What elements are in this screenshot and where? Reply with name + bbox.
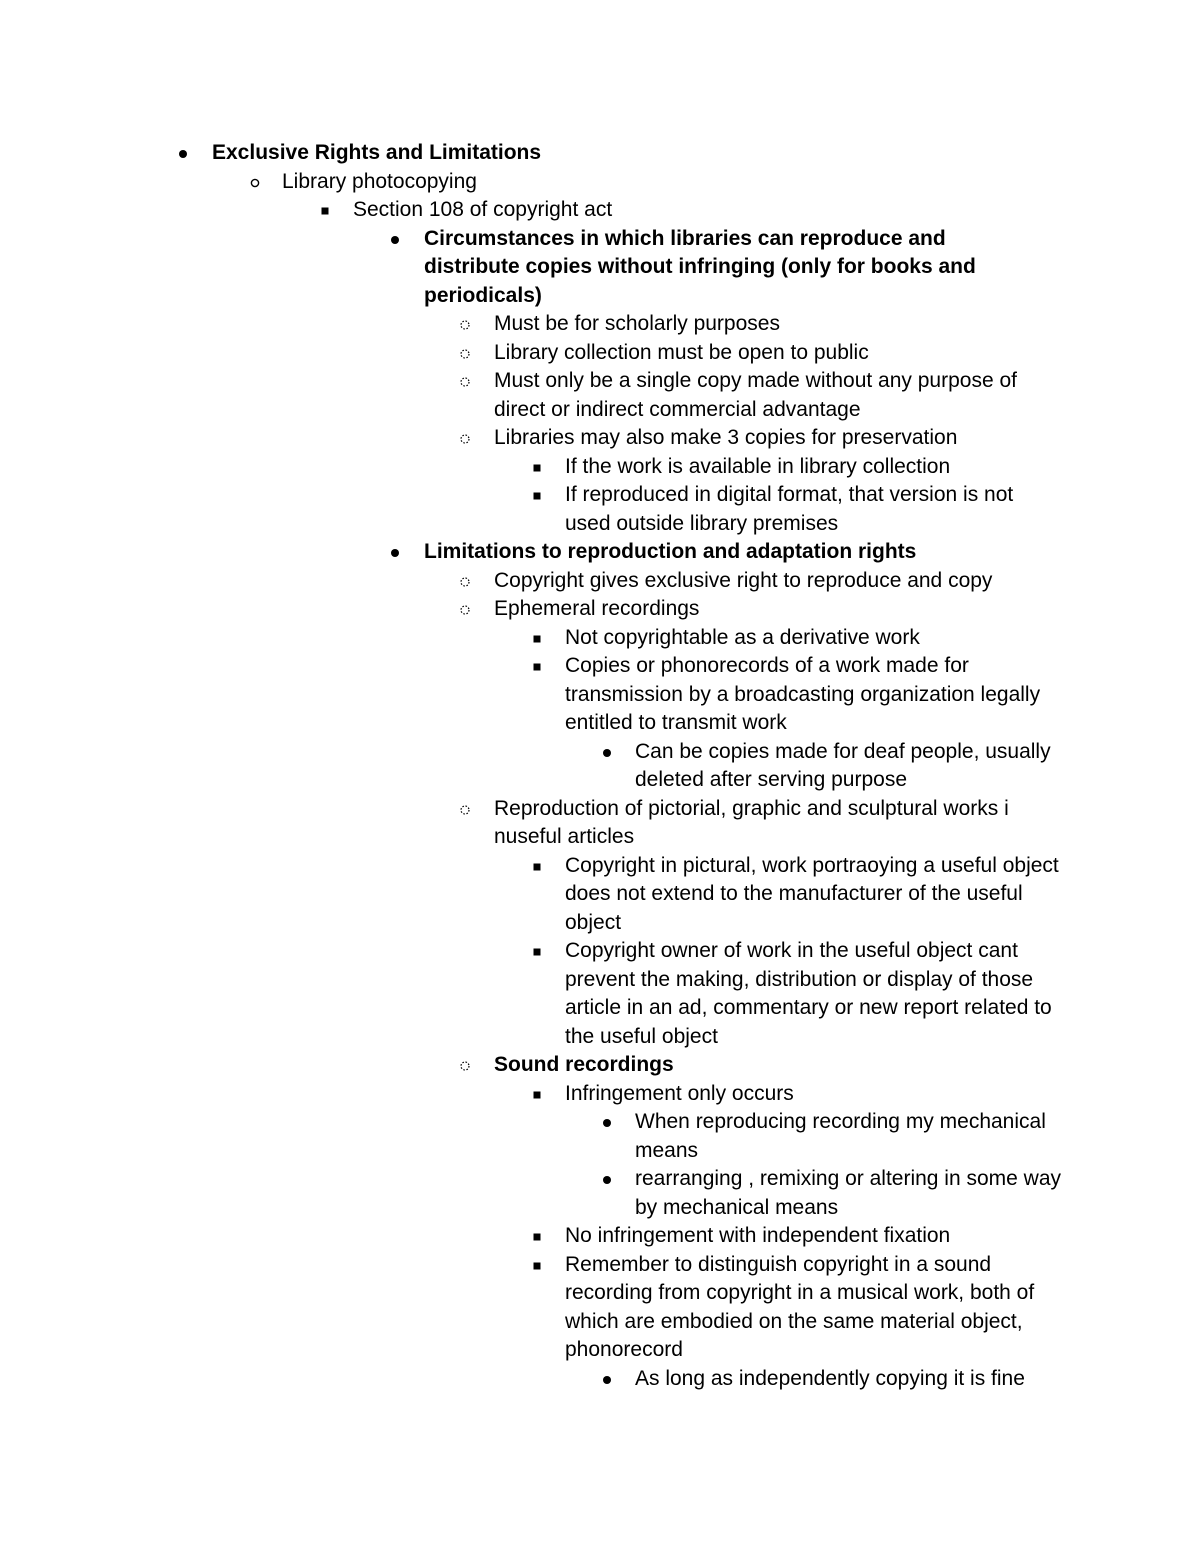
dotted-circle-bullet-icon: [454, 567, 476, 588]
outline-item: [0, 937, 1060, 1051]
outline-item: [0, 1051, 1060, 1080]
outline-item: [0, 1222, 1060, 1251]
dotted-circle-bullet-icon: [454, 795, 476, 816]
filled-circle-bullet-icon: [172, 139, 194, 159]
outline-item-text: Must be for scholarly purposes: [494, 312, 780, 335]
square-bullet-icon: [526, 852, 548, 872]
outline-item-text: When reproducing recording my mechanical means: [635, 1110, 1046, 1162]
outline-item-text: Can be copies made for deaf people, usually deleted after serving purpose: [635, 739, 1051, 791]
outline-item: [0, 367, 1060, 424]
filled-circle-bullet-icon: [596, 738, 618, 758]
outline-item-text: Copyright gives exclusive right to reproduce and copy: [494, 568, 993, 592]
outline-item-text: Circumstances in which libraries can reproduce and distribute copies without infringing (only for books and periodicals): [424, 226, 976, 307]
hollow-circle-bullet-icon: [244, 168, 266, 188]
outline-item-text: If reproduced in digital format, that version is not used outside library premises: [565, 483, 1014, 535]
square-bullet-icon: [526, 481, 548, 501]
outline-item: [0, 1165, 1065, 1222]
outline-item-text: If the work is available in library collection: [565, 454, 951, 478]
outline-item-text: Limitations to reproduction and adaptation rights: [424, 540, 917, 563]
outline-item-text: Remember to distinguish copyright in a sound recording from copyright in a musical work, both of which are embodied on the same material object, phonorecord: [565, 1252, 1035, 1361]
outline-item-text: As long as independently copying it is fine: [635, 1366, 1025, 1390]
outline-item-text: Copyright in pictural, work portraoying a useful object does not extend to the manufacturer of the useful object: [565, 853, 1059, 934]
document-outline: [0, 139, 1200, 1393]
filled-circle-bullet-icon: [596, 1108, 618, 1128]
dotted-circle-bullet-icon: [454, 310, 476, 331]
square-bullet-icon: [526, 453, 548, 473]
outline-item-text: Libraries may also make 3 copies for preservation: [494, 426, 958, 449]
filled-circle-bullet-icon: [596, 1165, 618, 1185]
outline-item-text: Exclusive Rights and Limitations: [212, 141, 542, 164]
square-bullet-icon: [526, 1222, 548, 1242]
outline-item: [0, 424, 1060, 453]
outline-item-text: Sound recordings: [494, 1053, 674, 1076]
dotted-circle-bullet-icon: [454, 595, 476, 616]
outline-item-text: Section 108 of copyright act: [353, 198, 613, 221]
outline-item: [0, 567, 1060, 596]
outline-item-text: Library photocopying: [282, 169, 477, 193]
outline-item: [0, 139, 1062, 168]
outline-item: [0, 196, 1062, 225]
outline-item: [0, 852, 1060, 938]
square-bullet-icon: [314, 196, 336, 216]
outline-item: [0, 168, 1062, 197]
outline-item-text: rearranging , remixing or altering in some way by mechanical means: [635, 1167, 1062, 1219]
square-bullet-icon: [526, 1080, 548, 1100]
square-bullet-icon: [526, 1251, 548, 1271]
outline-item: [0, 1251, 1060, 1365]
outline-item: [0, 624, 1060, 653]
dotted-circle-bullet-icon: [454, 367, 476, 388]
square-bullet-icon: [526, 652, 548, 672]
outline-item: [0, 1365, 1065, 1394]
outline-item: [0, 225, 1004, 311]
outline-item-text: Library collection must be open to public: [494, 340, 869, 364]
outline-item-text: Copyright owner of work in the useful object cant prevent the making, distribution or display of those article in an ad, commentary or new report related to the useful object: [565, 939, 1052, 1048]
outline-item: [0, 1108, 1065, 1165]
outline-item: [0, 738, 1065, 795]
filled-circle-bullet-icon: [596, 1365, 618, 1385]
dotted-circle-bullet-icon: [454, 424, 476, 445]
dotted-circle-bullet-icon: [454, 339, 476, 360]
square-bullet-icon: [526, 937, 548, 957]
outline-item-text: Ephemeral recordings: [494, 597, 700, 620]
outline-item: [0, 595, 1060, 624]
outline-item-text: Copies or phonorecords of a work made for transmission by a broadcasting organization legally entitled to transmit work: [565, 654, 1041, 734]
filled-circle-bullet-icon: [384, 538, 406, 558]
outline-item-text: Must only be a single copy made without any purpose of direct or indirect commercial advantage: [494, 369, 1017, 421]
outline-item-text: Infringement only occurs: [565, 1081, 794, 1105]
outline-item: [0, 310, 1060, 339]
outline-item: [0, 1080, 1060, 1109]
outline-item: [0, 795, 1060, 852]
dotted-circle-bullet-icon: [454, 1051, 476, 1072]
outline-item: [0, 481, 1060, 538]
outline-item-text: Reproduction of pictorial, graphic and sculptural works i nuseful articles: [494, 796, 1009, 848]
outline-item: [0, 339, 1060, 368]
outline-item: [0, 453, 1060, 482]
outline-item: [0, 652, 1060, 738]
outline-item: [0, 538, 1004, 567]
outline-item-text: No infringement with independent fixation: [565, 1224, 951, 1247]
outline-item-text: Not copyrightable as a derivative work: [565, 625, 920, 649]
filled-circle-bullet-icon: [384, 225, 406, 245]
square-bullet-icon: [526, 624, 548, 644]
